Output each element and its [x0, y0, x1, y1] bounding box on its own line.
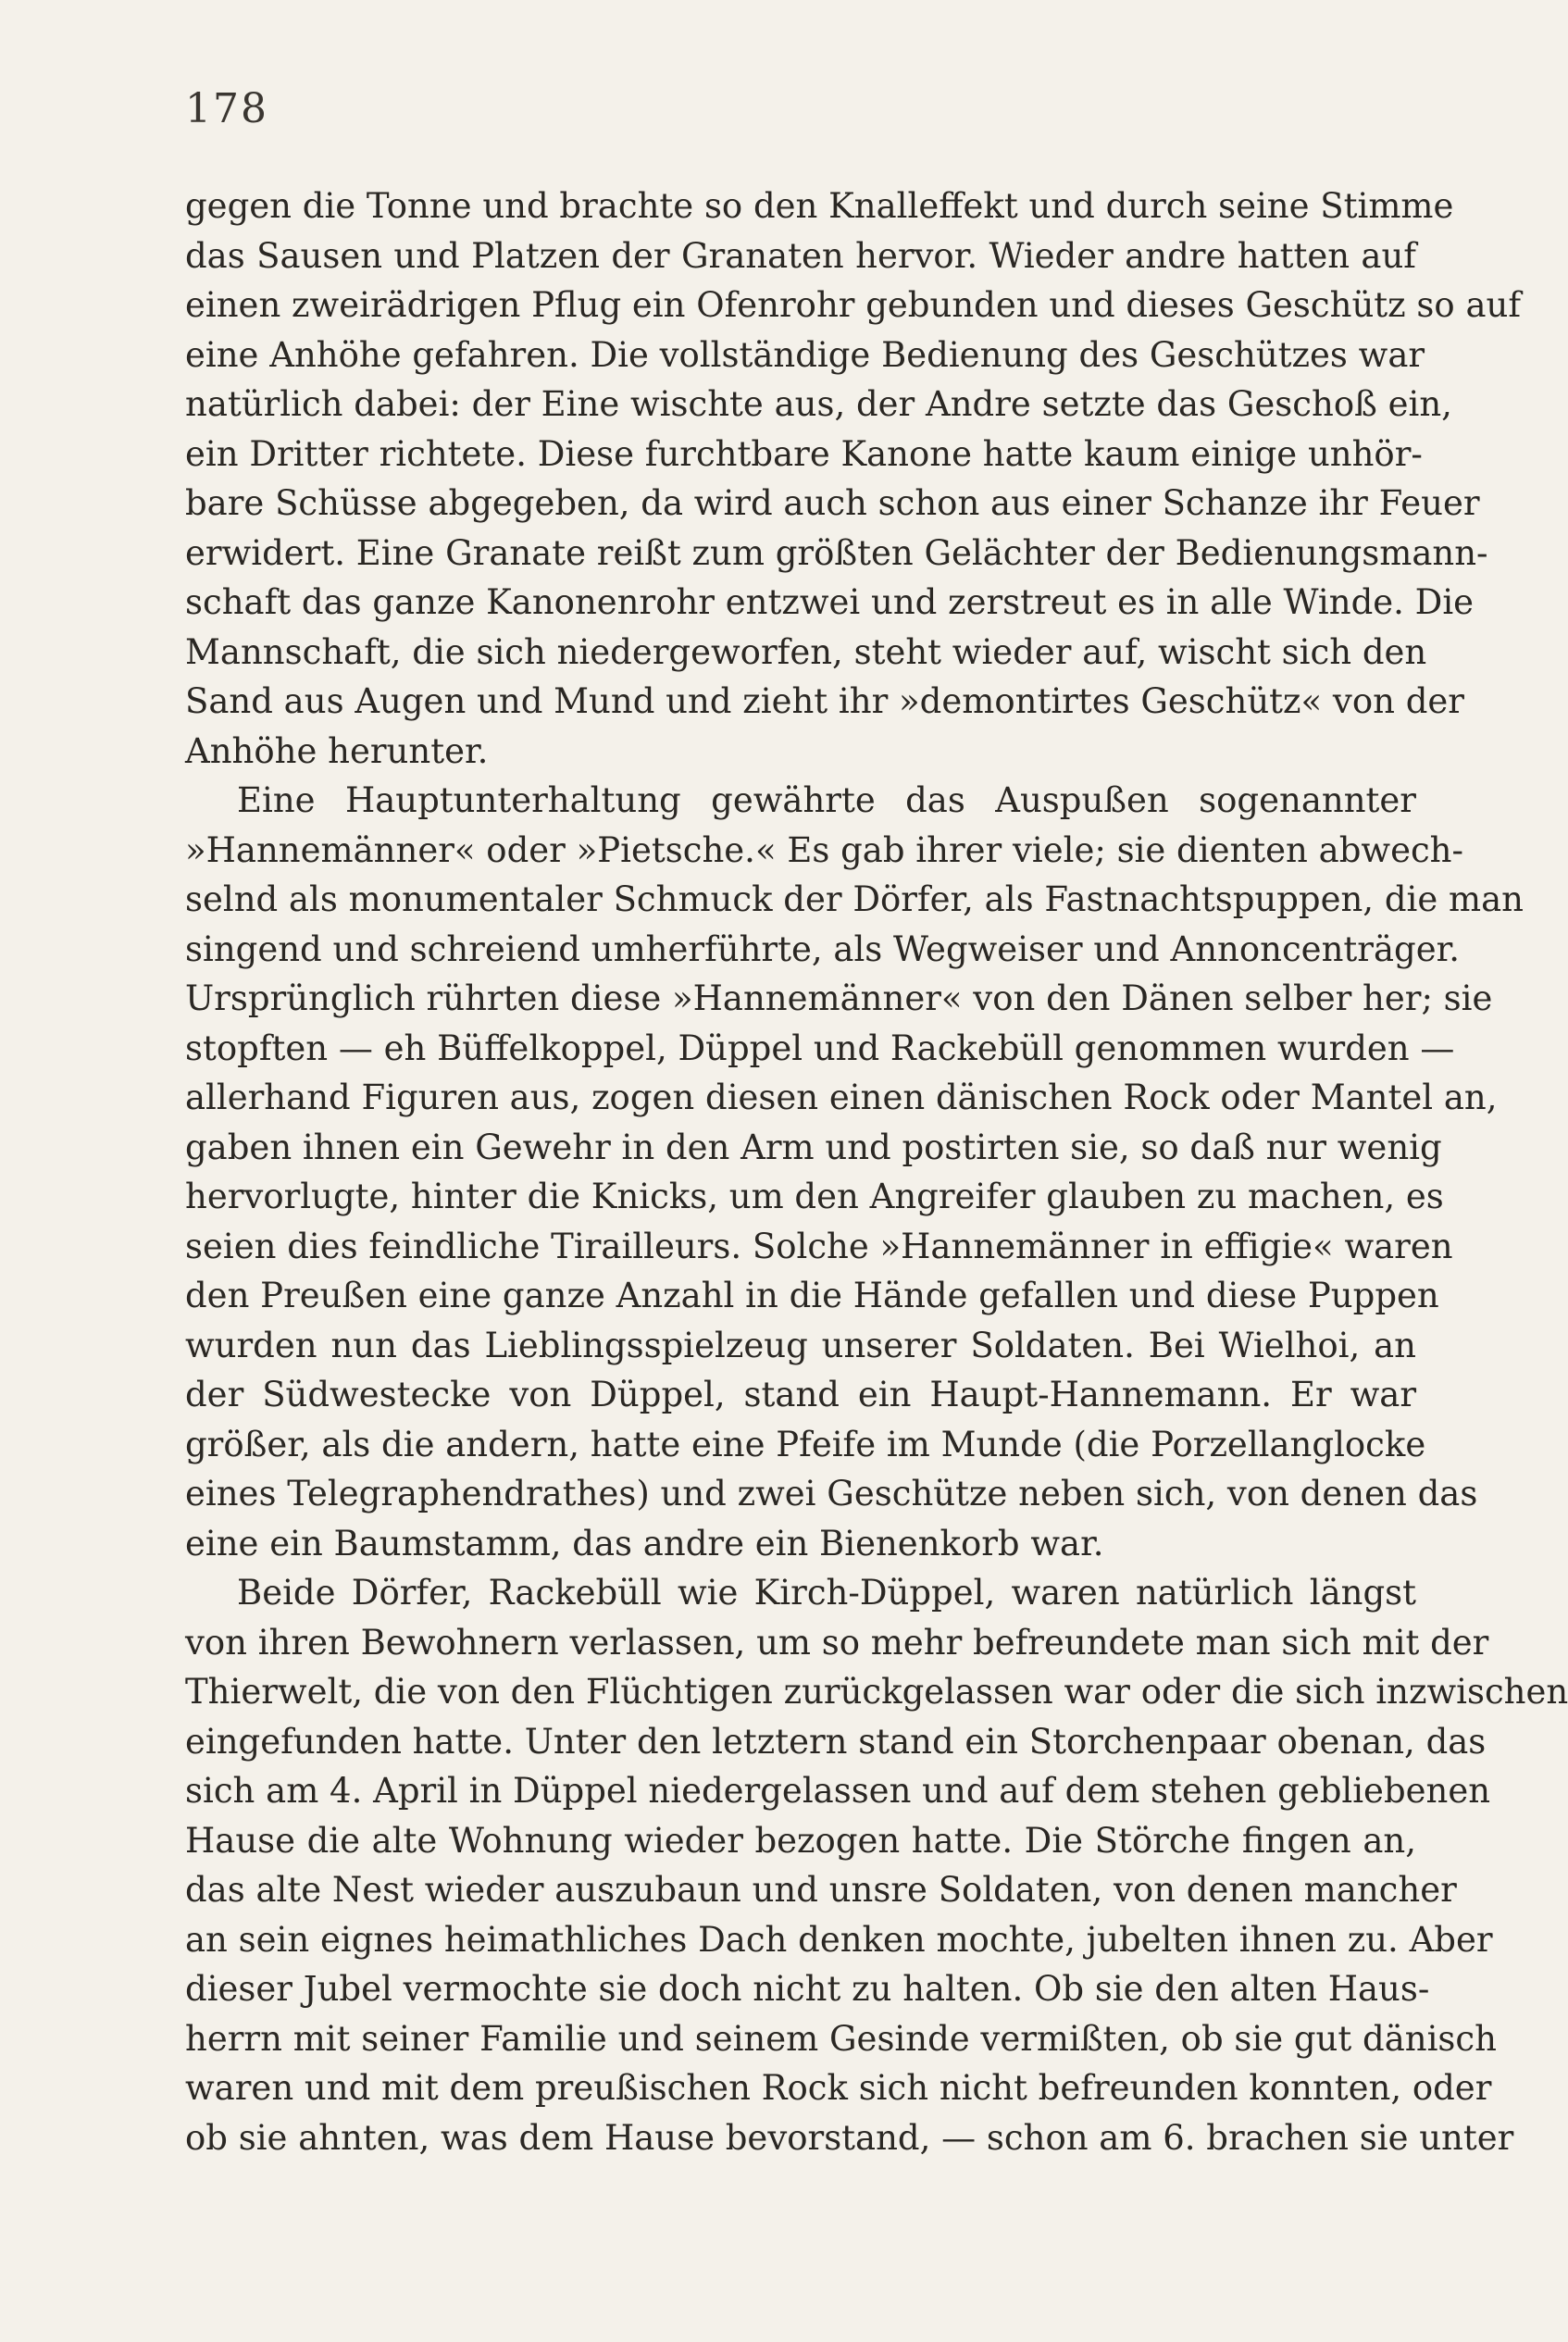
text-line: sich am 4. April in Düppel niedergelassen und auf dem stehen gebliebenen — [185, 1771, 1491, 1811]
text-line: das alte Nest wieder auszubaun und unsre Soldaten, von denen mancher — [185, 1870, 1457, 1910]
text-line: dieser Jubel vermochte sie doch nicht zu halten. Ob sie den alten Haus- — [185, 1969, 1430, 2009]
paragraph-start-line: Eine Hauptunterhaltung gewährte das Auspußen sogenannter — [237, 780, 1416, 820]
text-line: von ihren Bewohnern verlassen, um so mehr befreundete man sich mit der — [185, 1622, 1489, 1663]
paragraph-end-line: eine ein Baumstamm, das andre ein Bienenkorb war. — [185, 1523, 1104, 1563]
text-line: einen zweirädrigen Pflug ein Ofenrohr gebunden und dieses Geschütz so auf — [185, 285, 1522, 325]
text-line: eines Telegraphendrathes) und zwei Geschütze neben sich, von denen das — [185, 1474, 1478, 1514]
text-line: Hause die alte Wohnung wieder bezogen hatte. Die Störche fingen an, — [185, 1820, 1416, 1861]
text-line: eingefunden hatte. Unter den letztern stand ein Storchenpaar obenan, das — [185, 1721, 1487, 1762]
text-line: erwidert. Eine Granate reißt zum größten Gelächter der Bedienungsmann- — [185, 532, 1488, 573]
text-line: natürlich dabei: der Eine wischte aus, der Andre setzte das Geschoß ein, — [185, 384, 1452, 424]
text-line: stopften — eh Büffelkoppel, Düppel und Rackebüll genommen wurden — — [185, 1028, 1455, 1068]
text-line: der Südwestecke von Düppel, stand ein Haupt-Hannemann. Er war — [185, 1375, 1416, 1414]
page-number: 178 — [185, 85, 268, 132]
text-line: Mannschaft, die sich niedergeworfen, steht wieder auf, wischt sich den — [185, 631, 1427, 672]
text-line: Thierwelt, die von den Flüchtigen zurückgelassen war oder die sich inzwischen — [185, 1672, 1568, 1712]
text-line: bare Schüsse abgegeben, da wird auch schon aus einer Schanze ihr Feuer — [185, 483, 1480, 523]
text-line: wurden nun das Lieblingsspielzeug unserer Soldaten. Bei Wielhoi, an — [185, 1325, 1416, 1365]
text-line: »Hannemänner« oder »Pietsche.« Es gab ihrer viele; sie dienten abwech- — [185, 829, 1464, 870]
text-line: allerhand Figuren aus, zogen diesen einen dänischen Rock oder Mantel an, — [185, 1078, 1498, 1117]
text-line: ein Dritter richtete. Diese furchtbare Kanone hatte kaum einige unhör- — [185, 433, 1423, 474]
text-line: eine Anhöhe gefahren. Die vollständige Bedienung des Geschützes war — [185, 334, 1425, 375]
text-line: gegen die Tonne und brachte so den Knalleffekt und durch seine Stimme — [185, 186, 1454, 226]
paragraph-start-line: Beide Dörfer, Rackebüll wie Kirch-Düppel, waren natürlich längst — [237, 1573, 1416, 1613]
text-line: selnd als monumentaler Schmuck der Dörfer, als Fastnachtspuppen, die man — [185, 879, 1524, 919]
body-text — [185, 181, 1568, 2162]
text-line: waren und mit dem preußischen Rock sich nicht befreunden konnten, oder — [185, 2068, 1492, 2108]
text-line: den Preußen eine ganze Anzahl in die Hände gefallen und diese Puppen — [185, 1276, 1439, 1315]
text-line: ob sie ahnten, was dem Hause bevorstand, — schon am 6. brachen sie unter — [185, 2117, 1514, 2158]
text-line: herrn mit seiner Familie und seinem Gesinde vermißten, ob sie gut dänisch — [185, 2018, 1497, 2059]
text-line: singend und schreiend umherführte, als Wegweiser und Annoncenträger. — [185, 928, 1460, 969]
text-line: schaft das ganze Kanonenrohr entzwei und zerstreut es in alle Winde. Die — [185, 582, 1475, 622]
text-line: an sein eignes heimathliches Dach denken mochte, jubelten ihnen zu. Aber — [185, 1919, 1493, 1960]
text-line: das Sausen und Platzen der Granaten hervor. Wieder andre hatten auf — [185, 235, 1416, 276]
text-line: seien dies feindliche Tirailleurs. Solche »Hannemänner in effigie« waren — [185, 1226, 1453, 1266]
text-line: hervorlugte, hinter die Knicks, um den Angreifer glauben zu machen, es — [185, 1177, 1444, 1216]
text-line: Sand aus Augen und Mund und zieht ihr »demontirtes Geschütz« von der — [185, 681, 1464, 721]
text-line: Ursprünglich rührten diese »Hannemänner« von den Dänen selber her; sie — [185, 978, 1493, 1018]
paragraph-end-line: Anhöhe herunter. — [185, 730, 489, 771]
text-line: gaben ihnen ein Gewehr in den Arm und postirten sie, so daß nur wenig — [185, 1127, 1442, 1167]
text-line: größer, als die andern, hatte eine Pfeife im Munde (die Porzellanglocke — [185, 1424, 1426, 1464]
